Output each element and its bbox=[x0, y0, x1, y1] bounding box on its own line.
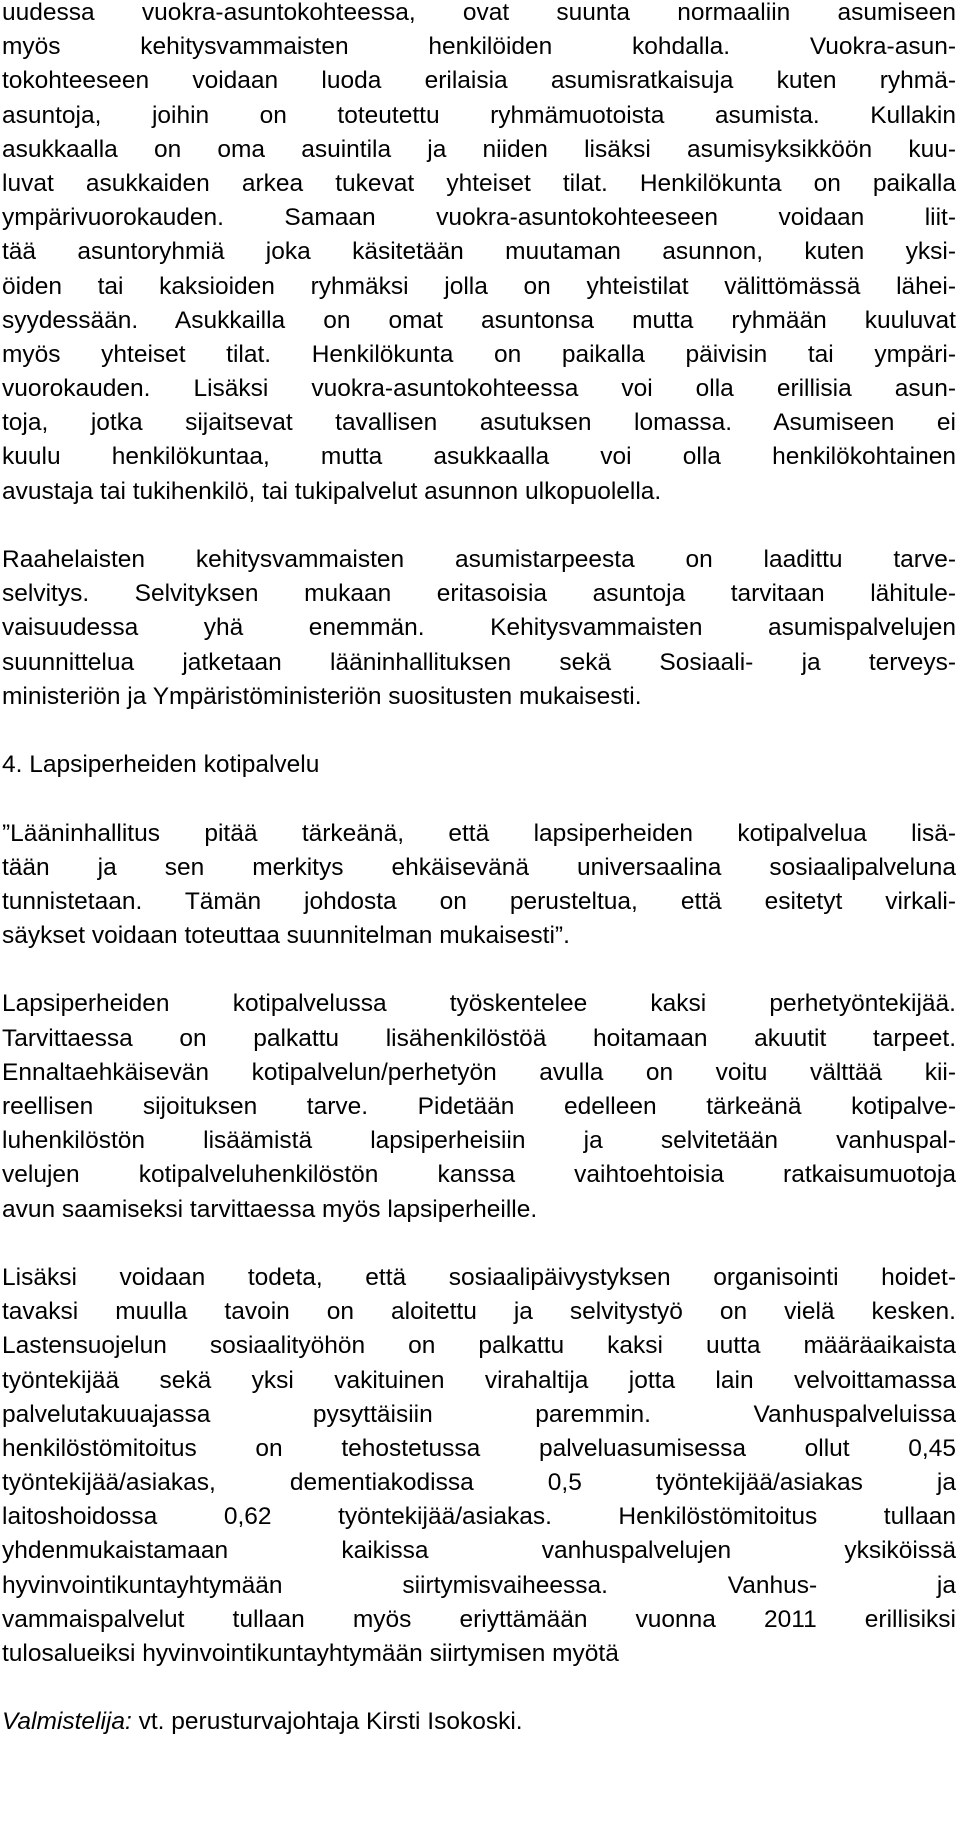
section-heading bbox=[2, 748, 956, 782]
text-line: suunnittelua jatketaan lääninhallituksen sekä Sosiaali- ja terveys- bbox=[2, 648, 956, 676]
text-line: syydessään. Asukkailla on omat asuntonsa mutta ryhmään kuuluvat bbox=[2, 306, 956, 334]
paragraph-gap bbox=[2, 1227, 956, 1261]
text-line: avustaja tai tukihenkilö, tai tukipalvelut asunnon ulkopuolella. bbox=[2, 477, 662, 505]
text-line: luvat asukkaiden arkea tukevat yhteiset tilat. Henkilökunta on paikalla bbox=[2, 169, 956, 197]
text-line: työntekijää sekä yksi vakituinen virahaltija jotta lain velvoittamassa bbox=[2, 1366, 956, 1394]
text-line: Lastensuojelun sosiaalityöhön on palkattu kaksi uutta määräaikaista bbox=[2, 1332, 956, 1360]
paragraph-housing-types bbox=[2, 0, 956, 509]
signature-name: vt. perusturvajohtaja Kirsti Isokoski. bbox=[131, 1708, 523, 1736]
text-line: työntekijää/asiakas, dementiakodissa 0,5 työntekijää/asiakas ja bbox=[2, 1469, 956, 1497]
paragraph-social-services bbox=[2, 1261, 956, 1671]
signature-line bbox=[2, 1705, 956, 1739]
text-line: avun saamiseksi tarvittaessa myös lapsiperheille. bbox=[2, 1195, 538, 1223]
text-line: Lisäksi voidaan todeta, että sosiaalipäivystyksen organisointi hoidet- bbox=[2, 1263, 956, 1291]
text-line: tunnistetaan. Tämän johdosta on perusteltua, että esitetyt virkali- bbox=[2, 887, 956, 915]
paragraph-gap bbox=[2, 714, 956, 748]
paragraph-quote bbox=[2, 817, 956, 954]
text-line: Tarvittaessa on palkattu lisähenkilöstöä hoitamaan akuutit tarpeet. bbox=[2, 1024, 956, 1052]
text-line: tään ja sen merkitys ehkäisevänä universaalina sosiaalipalveluna bbox=[2, 853, 956, 881]
text-line: myös kehitysvammaisten henkilöiden kohdalla. Vuokra-asun- bbox=[2, 33, 956, 61]
text-line: ympärivuorokauden. Samaan vuokra-asuntokohteeseen voidaan liit- bbox=[2, 204, 956, 232]
text-line: hyvinvointikuntayhtymään siirtymisvaiheessa. Vanhus- ja bbox=[2, 1571, 956, 1599]
text-line: 4. Lapsiperheiden kotipalvelu bbox=[2, 751, 320, 779]
text-line: yhdenmukaistamaan kaikissa vanhuspalvelujen yksiköissä bbox=[2, 1537, 956, 1565]
text-line: luhenkilöstön lisäämistä lapsiperheisiin ja selvitetään vanhuspal- bbox=[2, 1127, 956, 1155]
text-line: asuntoja, joihin on toteutettu ryhmämuotoista asumista. Kullakin bbox=[2, 101, 956, 129]
text-line: Lapsiperheiden kotipalvelussa työskentelee kaksi perhetyöntekijää. bbox=[2, 990, 956, 1018]
text-line: palvelutakuuajassa pysyttäisiin paremmin. Vanhuspalveluissa bbox=[2, 1400, 956, 1428]
text-line: myös yhteiset tilat. Henkilökunta on paikalla päivisin tai ympäri- bbox=[2, 340, 956, 368]
signature-label: Valmistelija: bbox=[2, 1708, 132, 1736]
text-line: ”Lääninhallitus pitää tärkeänä, että lapsiperheiden kotipalvelua lisä- bbox=[2, 819, 956, 847]
text-line: tulosalueiksi hyvinvointikuntayhtymään siirtymisen myötä bbox=[2, 1640, 619, 1667]
text-line: vaisuudessa yhä enemmän. Kehitysvammaisten asumispalvelujen bbox=[2, 614, 956, 642]
text-line: tää asuntoryhmiä joka käsitetään muutaman asunnon, kuten yksi- bbox=[2, 238, 956, 266]
text-line: velujen kotipalveluhenkilöstön kanssa vaihtoehtoisia ratkaisumuotoja bbox=[2, 1161, 956, 1189]
text-line: uudessa vuokra-asuntokohteessa, ovat suunta normaaliin asumiseen bbox=[2, 0, 956, 26]
text-line: tavaksi muulla tavoin on aloitettu ja selvitystyö on vielä kesken. bbox=[2, 1298, 956, 1326]
paragraph-needs-assessment bbox=[2, 543, 956, 714]
text-line: henkilöstömitoitus on tehostetussa palveluasumisessa ollut 0,45 bbox=[2, 1434, 956, 1462]
paragraph-gap bbox=[2, 1671, 956, 1705]
paragraph-gap bbox=[2, 782, 956, 816]
text-line: Raahelaisten kehitysvammaisten asumistarpeesta on laadittu tarve- bbox=[2, 546, 956, 573]
text-line: toja, jotka sijaitsevat tavallisen asutuksen lomassa. Asumiseen ei bbox=[2, 409, 956, 437]
text-line: reellisen sijoituksen tarve. Pidetään edelleen tärkeänä kotipalve- bbox=[2, 1093, 956, 1120]
text-line: laitoshoidossa 0,62 työntekijää/asiakas. Henkilöstömitoitus tullaan bbox=[2, 1503, 956, 1531]
text-line: selvitys. Selvityksen mukaan eritasoisia asuntoja tarvitaan lähitule- bbox=[2, 580, 956, 608]
paragraph-home-service bbox=[2, 987, 956, 1226]
paragraph-gap bbox=[2, 953, 956, 987]
text-line: vammaispalvelut tullaan myös eriyttämään vuonna 2011 erillisiksi bbox=[2, 1605, 956, 1633]
text-line: Ennaltaehkäisevän kotipalvelun/perhetyön avulla on voitu välttää kii- bbox=[2, 1058, 956, 1086]
text-line: ministeriön ja Ympäristöministeriön suositusten mukaisesti. bbox=[2, 682, 642, 710]
text-line: vuorokauden. Lisäksi vuokra-asuntokohteessa voi olla erillisia asun- bbox=[2, 375, 956, 403]
text-line: kuulu henkilökuntaa, mutta asukkaalla voi olla henkilökohtainen bbox=[2, 443, 956, 471]
text-line: asukkaalla on oma asuintila ja niiden lisäksi asumisyksikköön kuu- bbox=[2, 135, 956, 163]
paragraph-gap bbox=[2, 509, 956, 543]
text-line: säykset voidaan toteuttaa suunnitelman mukaisesti”. bbox=[2, 922, 570, 950]
text-line: tokohteeseen voidaan luoda erilaisia asumisratkaisuja kuten ryhmä- bbox=[2, 67, 956, 95]
text-line: öiden tai kaksioiden ryhmäksi jolla on yhteistilat välittömässä lähei- bbox=[2, 272, 956, 300]
